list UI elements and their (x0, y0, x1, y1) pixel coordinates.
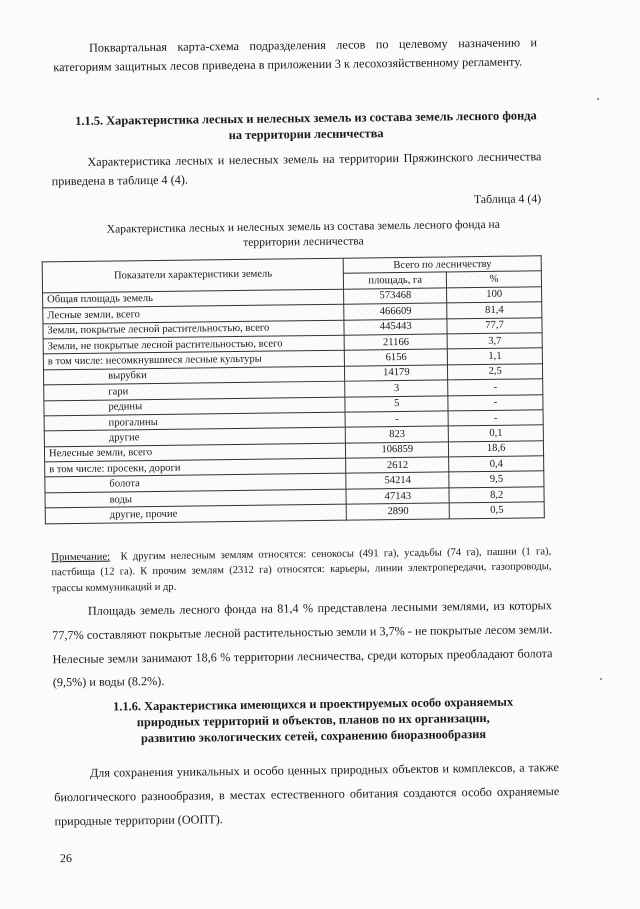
section-116-heading-line3: развитию экологических сетей, сохранению биоразнообразия (140, 727, 487, 746)
row-label: другие (44, 427, 346, 446)
row-area: 14179 (345, 365, 448, 382)
row-area: 573468 (344, 288, 447, 305)
page-number: 26 (59, 851, 73, 866)
row-percent: 100 (447, 287, 542, 304)
row-percent: 2,5 (448, 364, 543, 381)
row-percent: 9,5 (449, 471, 544, 488)
note-text: К другим нелесным землям относятся: сенокосы (491 га), усадьбы (74 га), пашни (1 га), пастбища (12 га). К прочим землям (2312 га) относятся: карьеры, линии электропередачи, газопроводы, трассы коммуникаций и др. (51, 546, 552, 595)
row-area: 823 (346, 426, 449, 443)
row-area: 466609 (344, 303, 447, 320)
row-area: 3 (345, 380, 448, 397)
scan-speck (597, 98, 599, 100)
section-115-paragraph: Характеристика лесных и нелесных земель на территории Пряжинского лесничества приведена в таблице 4 (4). (51, 149, 542, 189)
row-percent: - (448, 410, 543, 427)
header-percent: % (447, 271, 542, 288)
table-number: Таблица 4 (4) (473, 191, 542, 207)
table-caption-line2: территории лесничества (243, 234, 364, 249)
intro-paragraph: Поквартальная карта-схема подразделения лесов по целевому назначению и категориям защитных лесов приведена в приложении 3 к лесохозяйственному регламенту. (53, 35, 538, 75)
section-116-heading (53, 693, 574, 748)
row-label: в том числе: несомкнувшиеся лесные культуры (43, 351, 345, 370)
row-area: 54214 (346, 472, 449, 489)
row-area: 5 (345, 395, 448, 412)
row-percent: 18,6 (449, 440, 544, 457)
row-area: 47143 (346, 488, 449, 505)
row-label: гари (44, 381, 346, 400)
row-percent: 8,2 (449, 487, 544, 504)
section-116-heading-line2: природных территорий и объектов, планов по их организации, (136, 711, 490, 730)
row-label: воды (45, 489, 347, 508)
header-area: площадь, га (344, 272, 447, 289)
row-label: вырубки (43, 366, 345, 385)
table-caption-line1: Характеристика лесных и нелесных земель из состава земель лесного фонда на (106, 217, 500, 236)
row-label: Общая площадь земель (43, 289, 345, 308)
row-label: болота (45, 474, 347, 493)
section-115-heading (46, 107, 566, 146)
scan-speck (600, 678, 602, 680)
row-label: Земли, покрытые лесной растительностью, всего (43, 320, 345, 339)
header-total: Всего по лесничеству (344, 256, 542, 274)
row-percent: 0,5 (449, 502, 544, 519)
section-116-heading-line1: 1.1.6. Характеристика имеющихся и проектируемых особо охраняемых (113, 694, 514, 714)
summary-paragraph: Площадь земель лесного фонда на 81,4 % представлена лесными землями, из которых 77,7% составляют покрытые лесной растительностью земли и 3,7% - не покрытые лесом земли. Нелесные земли занимают 18,6 % территории лесничества, среди которых преобладают болота (9,5%) и воды (8.2%). (52, 598, 553, 690)
row-label: Нелесные земли, всего (44, 443, 346, 462)
row-label: другие, прочие (45, 504, 347, 523)
row-area: 21166 (344, 334, 447, 351)
note-label: Примечание: (51, 551, 111, 564)
row-percent: 1,1 (447, 348, 542, 365)
row-area: - (345, 411, 448, 428)
section-115-heading-line2: на территории лесничества (228, 126, 384, 143)
row-label: Лесные земли, всего (43, 304, 345, 323)
row-label: Земли, не покрытые лесной растительностью, всего (43, 335, 345, 354)
row-percent: - (448, 394, 543, 411)
section-116-paragraph: Для сохранения уникальных и особо ценных природных объектов и комплексов, а также биологического разнообразия, в местах естественного обитания создаются особо охраняемые природные территории (ООПТ). (54, 760, 560, 828)
row-area: 445443 (344, 318, 447, 335)
land-characteristics-table (42, 255, 545, 524)
row-percent: 0,1 (448, 425, 543, 442)
row-area: 2890 (347, 503, 450, 520)
row-area: 2612 (346, 457, 449, 474)
row-label: в том числе: просеки, дороги (45, 458, 347, 477)
row-area: 106859 (346, 442, 449, 459)
table-caption (53, 216, 553, 252)
row-label: прогалины (44, 412, 346, 431)
row-percent: 0,4 (449, 456, 544, 473)
header-indicator: Показатели характеристики земель (42, 258, 344, 292)
table-note (51, 544, 552, 596)
row-percent: 77,7 (447, 317, 542, 334)
section-115-heading-line1: 1.1.5. Характеристика лесных и нелесных земель из состава земель лесного фонда (75, 108, 537, 128)
row-percent: - (448, 379, 543, 396)
row-label: редины (44, 397, 346, 416)
row-percent: 81,4 (447, 302, 542, 319)
row-area: 6156 (345, 349, 448, 366)
row-percent: 3,7 (447, 333, 542, 350)
